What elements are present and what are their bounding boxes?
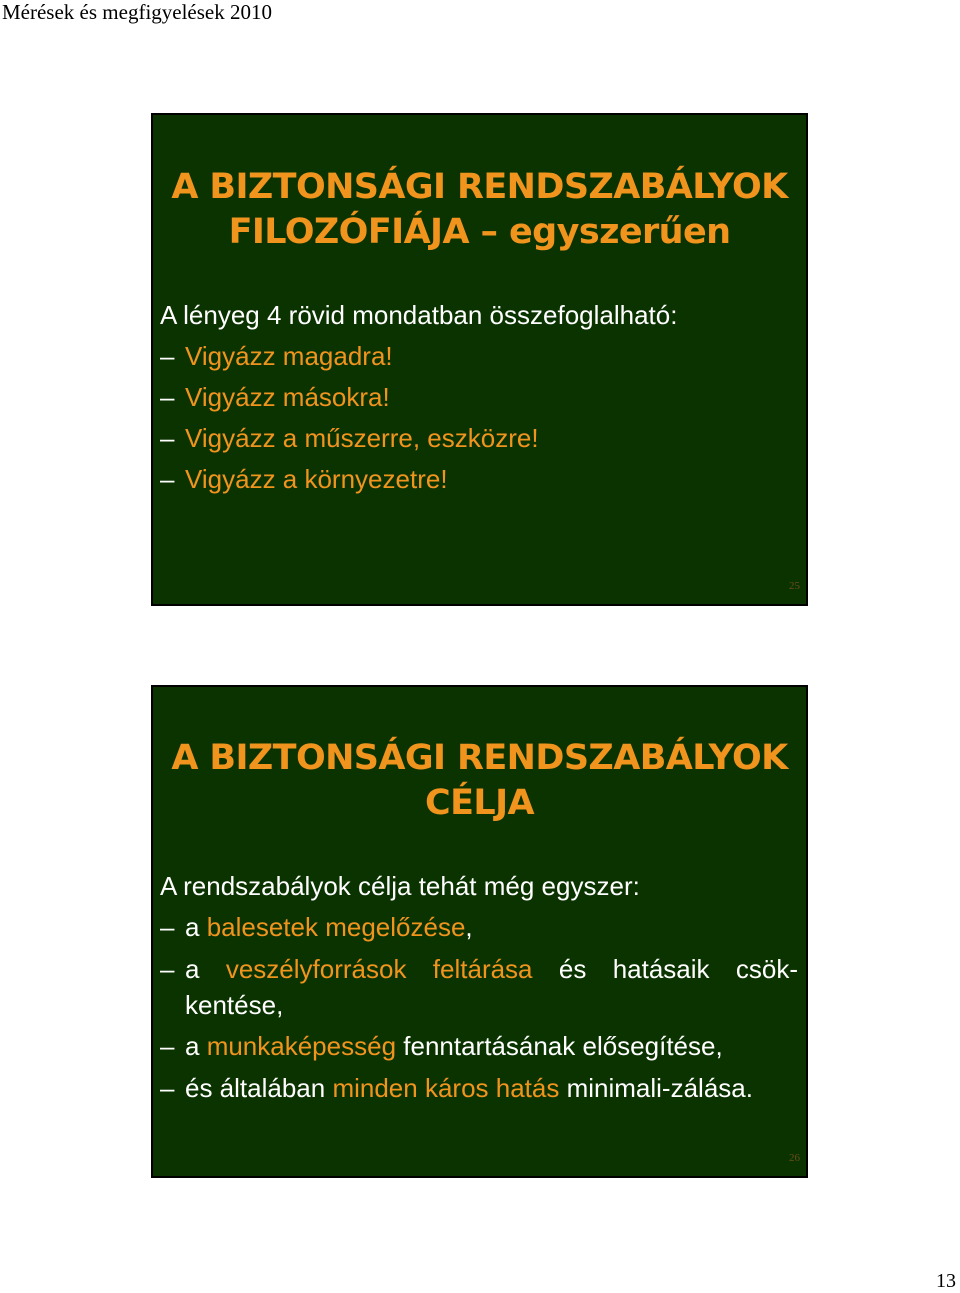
list-item [160, 377, 798, 418]
dash-bullet-icon: – [160, 464, 175, 494]
list-item [160, 418, 798, 459]
slide-intro: A rendszabályok célja tehát még egyszer: [160, 871, 640, 901]
list-item-suffix: fenntartásának elősegítése, [396, 1031, 723, 1061]
list-item [160, 907, 798, 948]
list-item-suffix: , [465, 912, 473, 942]
slide-title-line-2: FILOZÓFIÁJA – egyszerűen [228, 212, 731, 252]
slide-title [153, 165, 806, 255]
list-item-text: Vigyázz magadra! [185, 341, 393, 371]
slide-title [153, 736, 806, 826]
list-item-prefix: és általában [185, 1073, 333, 1103]
slide-title-line-1: A BIZTONSÁGI RENDSZABÁLYOK [171, 167, 788, 207]
dash-bullet-icon: – [160, 341, 175, 371]
list-item [160, 951, 798, 1023]
page-header: Mérések és megfigyelések 2010 [2, 0, 272, 24]
slide-number: 25 [789, 580, 800, 592]
slide-title-line-2: CÉLJA [424, 783, 534, 823]
list-item-text: Vigyázz másokra! [185, 382, 390, 412]
list-item-suffix: minimali-zálása. [559, 1073, 753, 1103]
list-item-highlight: munkaképesség [206, 1031, 397, 1061]
list-item [160, 1070, 798, 1106]
list-item [160, 459, 798, 500]
list-item-highlight: veszélyforrások feltárása [225, 954, 533, 984]
list-item-highlight: minden káros hatás [332, 1073, 560, 1103]
slide-body [160, 295, 798, 500]
list-item [160, 1026, 798, 1067]
slide-25 [151, 113, 808, 606]
slide-body [160, 866, 798, 1109]
list-item-text: Vigyázz a műszerre, eszközre! [185, 423, 539, 453]
list-item-text: Vigyázz a környezetre! [185, 464, 448, 494]
dash-bullet-icon: – [160, 1031, 175, 1061]
page-number: 13 [936, 1270, 956, 1292]
slide-intro: A lényeg 4 rövid mondatban összefoglalható: [160, 300, 678, 330]
list-item-prefix: a [185, 1031, 207, 1061]
list-item [160, 336, 798, 377]
dash-bullet-icon: – [160, 423, 175, 453]
list-item-highlight: balesetek megelőzése [206, 912, 466, 942]
dash-bullet-icon: – [160, 954, 175, 984]
list-item-prefix: a [185, 912, 207, 942]
dash-bullet-icon: – [160, 382, 175, 412]
slide-number: 26 [789, 1152, 800, 1164]
dash-bullet-icon: – [160, 912, 175, 942]
slide-title-line-1: A BIZTONSÁGI RENDSZABÁLYOK [171, 738, 788, 778]
dash-bullet-icon: – [160, 1073, 175, 1103]
list-item-suffix: és hatásaik csök-kentése, [185, 954, 799, 1020]
list-item-prefix: a [185, 954, 226, 984]
slide-26 [151, 685, 808, 1178]
